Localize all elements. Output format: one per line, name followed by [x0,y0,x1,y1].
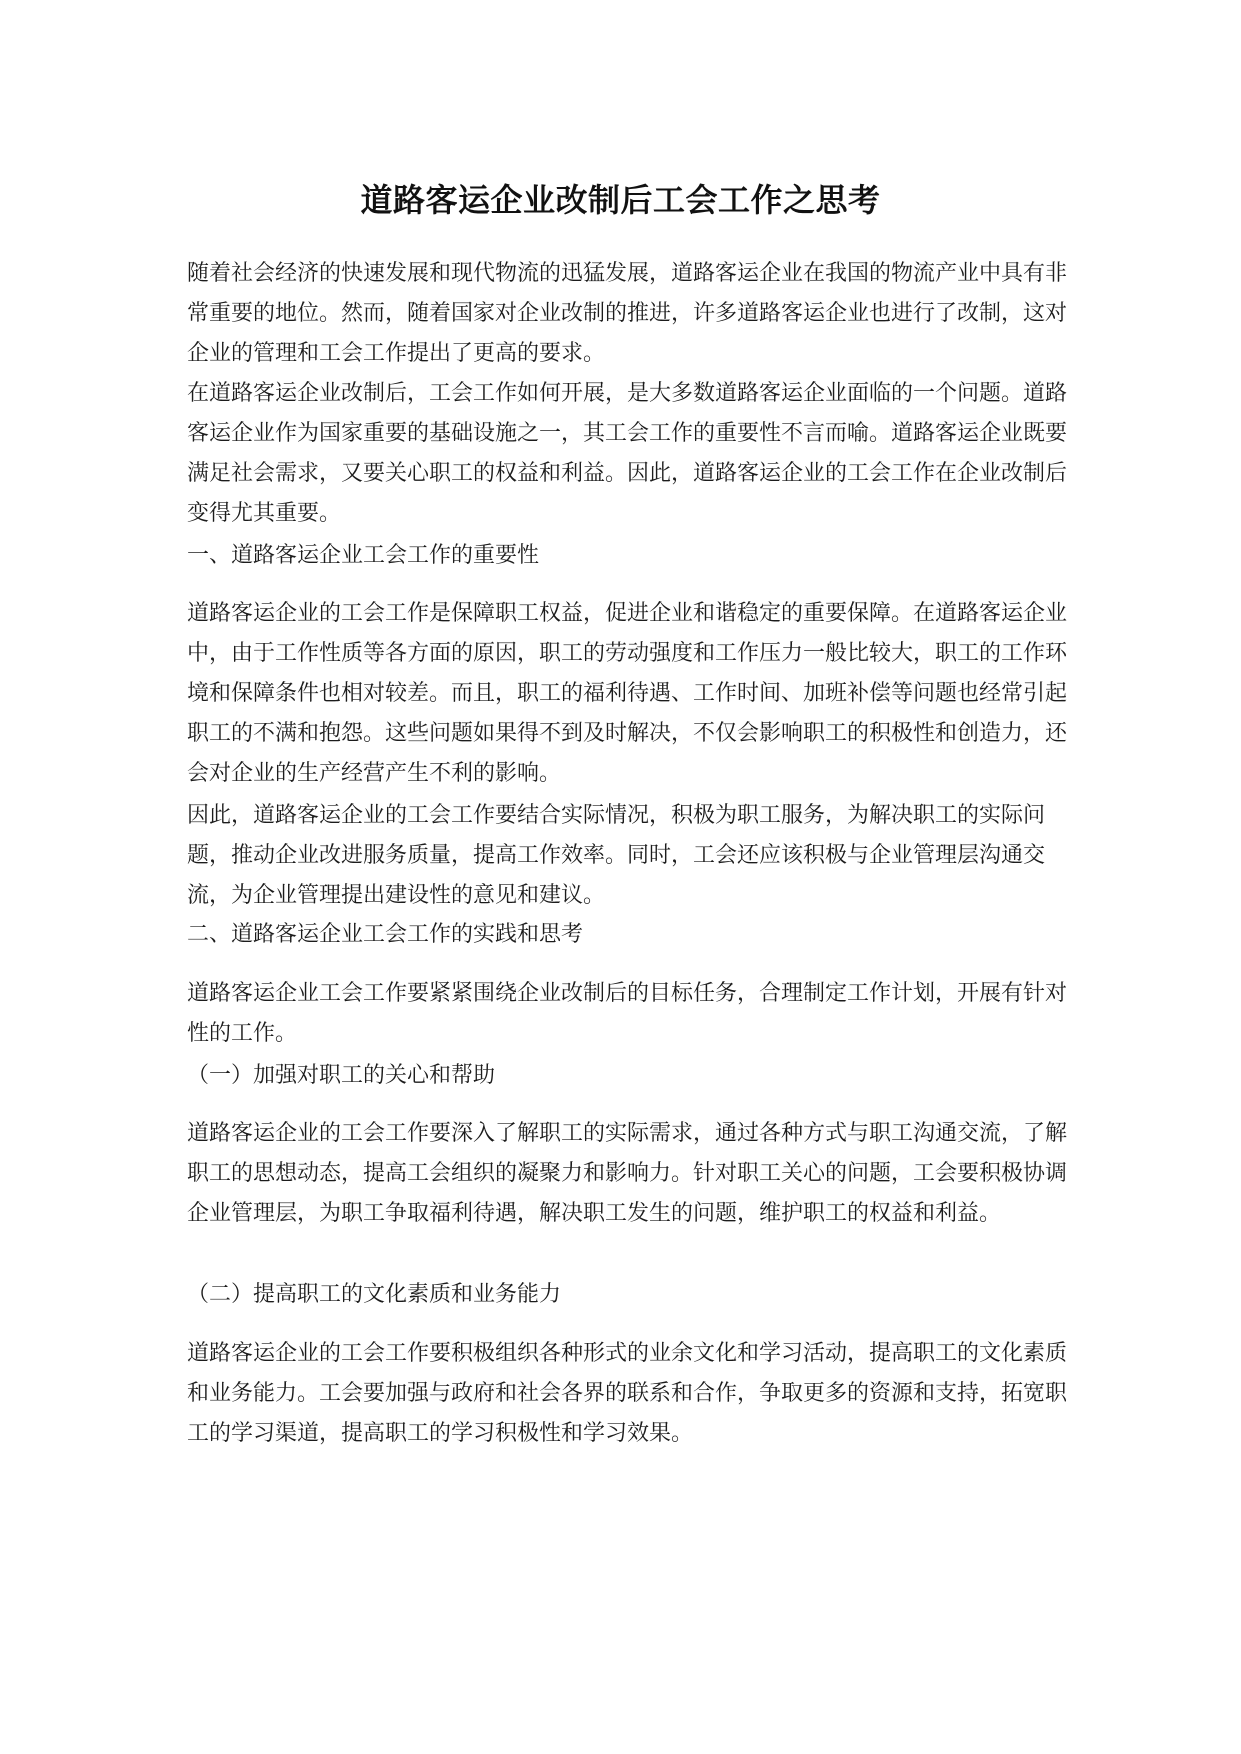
paragraph-care [187,1114,1067,1274]
paragraph-problem [187,374,1067,534]
paragraph-text: 道路客运企业的工会工作要积极组织各种形式的业余文化和学习活动，提高职工的文化素质和业务能力。工会要加强与政府和社会各界的联系和合作，争取更多的资源和支持，拓宽职工的学习渠道，提高职工的学习积极性和学习效果。 [187,1341,1068,1446]
section-heading-2 [187,915,1067,955]
subsection-heading-text: （一）加强对职工的关心和帮助 [187,1063,496,1088]
paragraph-text: 道路客运企业工会工作要紧紧围绕企业改制后的目标任务，合理制定工作计划，开展有针对性的工作。 [187,981,1068,1046]
paragraph-text: 随着社会经济的快速发展和现代物流的迅猛发展，道路客运企业在我国的物流产业中具有非常重要的地位。然而，随着国家对企业改制的推进，许多道路客运企业也进行了改制，这对企业的管理和工会工作提出了更高的要求。 [187,261,1068,366]
paragraph-text: 因此，道路客运企业的工会工作要结合实际情况，积极为职工服务，为解决职工的实际问题，推动企业改进服务质量，提高工作效率。同时，工会还应该积极与企业管理层沟通交流，为企业管理提出建设性的意见和建议。 [187,803,1046,908]
paragraph-practice [187,974,1067,1054]
section-heading-text: 一、道路客运企业工会工作的重要性 [187,543,540,568]
subsection-heading-2 [187,1275,1067,1315]
paragraph-culture [187,1334,1067,1454]
paragraph-therefore [187,796,1067,916]
section-heading-text: 二、道路客运企业工会工作的实践和思考 [187,922,584,947]
section-heading-1 [187,536,1067,576]
paragraph-text: 道路客运企业的工会工作要深入了解职工的实际需求，通过各种方式与职工沟通交流，了解职工的思想动态，提高工会组织的凝聚力和影响力。针对职工关心的问题，工会要积极协调企业管理层，为职工争取福利待遇，解决职工发生的问题，维护职工的权益和利益。 [187,1121,1068,1226]
paragraph-text: 道路客运企业的工会工作是保障职工权益，促进企业和谐稳定的重要保障。在道路客运企业中，由于工作性质等各方面的原因，职工的劳动强度和工作压力一般比较大，职工的工作环境和保障条件也相对较差。而且，职工的福利待遇、工作时间、加班补偿等问题也经常引起职工的不满和抱怨。这些问题如果得不到及时解决，不仅会影响职工的积极性和创造力，还会对企业的生产经营产生不利的影响。 [187,601,1068,786]
subsection-heading-1 [187,1056,1067,1096]
document-title: 道路客运企业改制后工会工作之思考 [360,181,881,219]
paragraph-importance [187,594,1067,794]
paragraph-text: 在道路客运企业改制后，工会工作如何开展，是大多数道路客运企业面临的一个问题。道路客运企业作为国家重要的基础设施之一，其工会工作的重要性不言而喻。道路客运企业既要满足社会需求，又要关心职工的权益和利益。因此，道路客运企业的工会工作在企业改制后变得尤其重要。 [187,381,1068,526]
paragraph-intro [187,254,1067,374]
subsection-heading-text: （二）提高职工的文化素质和业务能力 [187,1282,562,1307]
